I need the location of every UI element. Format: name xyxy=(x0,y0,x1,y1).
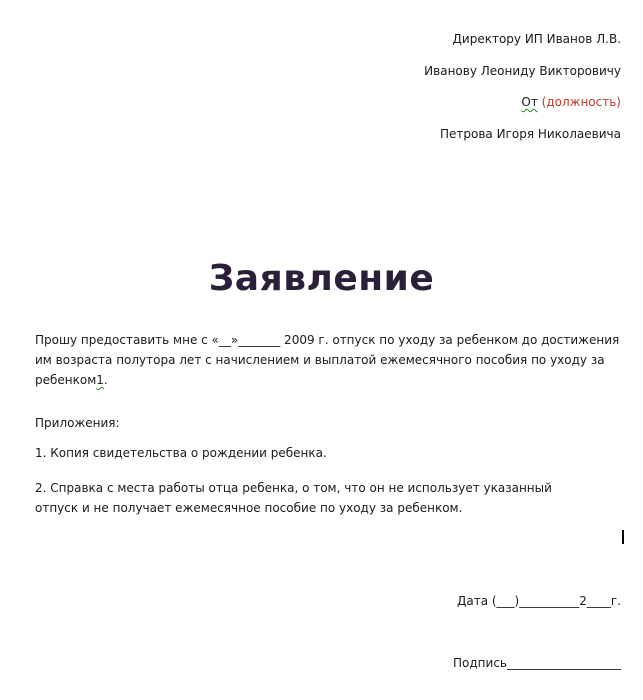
sender-position-line xyxy=(521,95,621,109)
text-cursor xyxy=(622,530,624,544)
attachment-item: 1. Копия свидетельства о рождении ребенка. xyxy=(35,446,327,460)
document-title: Заявление xyxy=(208,258,435,299)
addressee-name: Иванову Леониду Викторовичу xyxy=(424,64,621,78)
sender-name: Петрова Игоря Николаевича xyxy=(439,127,621,141)
position-placeholder: (должность) xyxy=(541,95,621,109)
from-label: От xyxy=(521,95,538,109)
addressee-title: Директору ИП Иванов Л.В. xyxy=(452,32,621,46)
attachment-item: 2. Справка с места работы отца ребенка, о том, что он не использует указанный отпуск и не получает ежемесячное пособие по уходу за ребенком. xyxy=(35,481,552,515)
request-end: . xyxy=(103,373,108,387)
attachments-heading: Приложения: xyxy=(35,416,120,430)
signature-field: Подпись___________________ xyxy=(453,656,621,670)
date-field: Дата (___)__________2____г. xyxy=(456,594,621,608)
request-text: Прошу предоставить мне с «__»_______ 2009 г. отпуск по уходу за ребенком до достижения им возраста полутора лет с начислением и выплатой ежемесячного пособия по уходу за ребенком xyxy=(35,333,620,387)
footnote-reference: 1 xyxy=(96,373,104,387)
request-paragraph xyxy=(35,330,635,390)
